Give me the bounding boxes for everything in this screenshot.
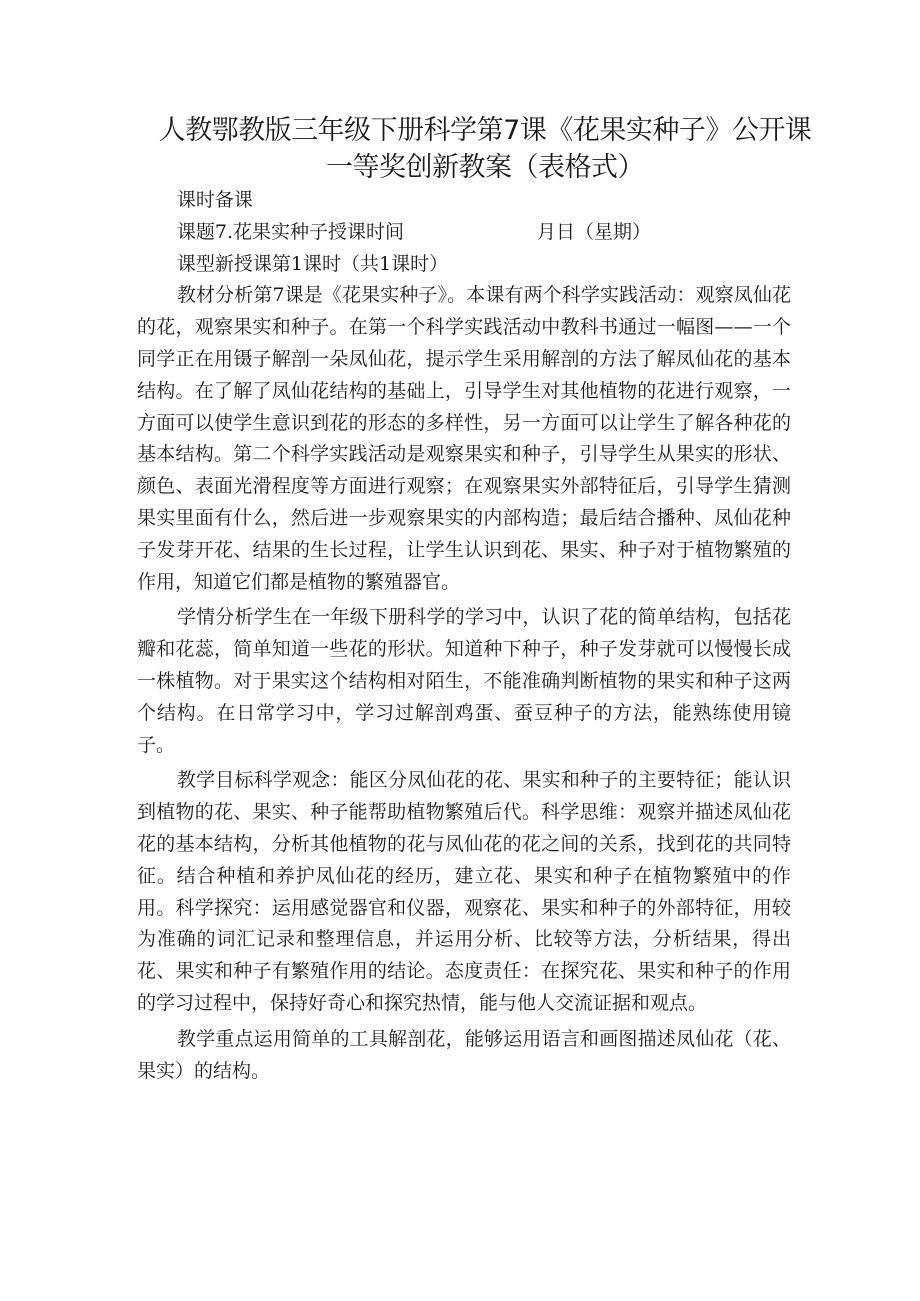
title-line-1: 人教鄂教版三年级下册科学第7课《花果实种子》公开课	[158, 115, 812, 146]
title-line-2: 一等奖创新教案（表格式）	[326, 152, 644, 183]
teaching-goals-paragraph: 教学目标科学观念：能区分凤仙花的花、果实和种子的主要特征；能认识到植物的花、果实、种子能帮助植物繁殖后代。科学思维：观察并描述凤仙花花的基本结构，分析其他植物的花与凤仙花的花之间的关系，找到花的共同特征。结合种植和养护凤仙花的经历，建立花、果实和种子在植物繁殖中的作用。科学探究：运用感觉器官和仪器，观察花、果实和种子的外部特征，用较为准确的词汇记录和整理信息，并运用分析、比较等方法，分析结果，得出花、果实和种子有繁殖作用的结论。态度责任：在探究花、果实和种子的作用的学习过程中，保持好奇心和探究热情，能与他人交流证据和观点。	[137, 769, 791, 1014]
section-label: 课时备课	[176, 189, 253, 211]
key-points-paragraph: 教学重点运用简单的工具解剖花，能够运用语言和画图描述凤仙花（花、果实）的结构。	[137, 1027, 791, 1082]
document-body	[137, 185, 791, 1087]
topic-line: 课题7.花果实种子授课时间 月日（星期）	[176, 220, 652, 243]
document-title	[140, 112, 830, 186]
lesson-type-line: 课型新授课第1课时（共1课时）	[176, 252, 449, 275]
student-analysis-paragraph: 学情分析学生在一年级下册科学的学习中，认识了花的简单结构，包括花瓣和花蕊，简单知道一些花的形状。知道种下种子，种子发芽就可以慢慢长成一株植物。对于果实这个结构相对陌生，不能准确判断植物的果实和种子这两个结构。在日常学习中，学习过解剖鸡蛋、蚕豆种子的方法，能熟练使用镜子。	[137, 606, 791, 756]
material-analysis-paragraph: 教材分析第7课是《花果实种子》。本课有两个科学实践活动：观察凤仙花的花，观察果实和种子。在第一个科学实践活动中教科书通过一幅图——一个同学正在用镊子解剖一朵凤仙花，提示学生采用解剖的方法了解凤仙花的基本结构。在了解了凤仙花结构的基础上，引导学生对其他植物的花进行观察，一方面可以使学生意识到花的形态的多样性，另一方面可以让学生了解各种花的基本结构。第二个科学实践活动是观察果实和种子，引导学生从果实的形状、颜色、表面光滑程度等方面进行观察；在观察果实外部特征后，引导学生猜测果实里面有什么，然后进一步观察果实的内部构造；最后结合播种、凤仙花种子发芽开花、结果的生长过程，让学生认识到花、果实、种子对于植物繁殖的作用，知道它们都是植物的繁殖器官。	[137, 284, 791, 593]
